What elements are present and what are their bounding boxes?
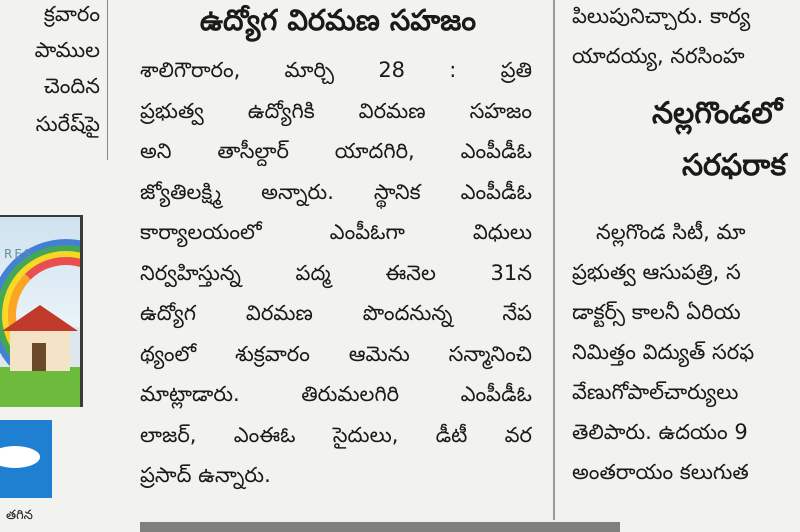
ad-grass (0, 367, 80, 407)
article-line: మాట్లాడారు. తిరుమలగిరి ఎంపీడీఓ (140, 382, 532, 406)
article-line: ఉద్యోగ విరమణ పొందనున్న నేప (140, 301, 532, 325)
right-text-line: నిమిత్తం విద్యుత్ సరఫ (572, 340, 755, 364)
article-body (140, 50, 532, 496)
article-headline: ఉద్యోగ విరమణ సహజం (199, 3, 477, 37)
article-line: లాజర్, ఎంఈఓ సైదులు, డీటీ వర (140, 422, 532, 447)
column-divider (107, 0, 108, 160)
article-line: థ్యంలో శుక్రవారం ఆమెను సన్మానించి (140, 341, 532, 366)
article-line: జ్యోతిలక్ష్మి అన్నారు. స్థానిక ఎంపీడీఓ (140, 179, 532, 204)
next-headline-fragment (140, 522, 620, 532)
right-text-line: అంతరాయం కలుగుత (572, 460, 749, 484)
article-line: నిర్వహిస్తున్న పద్మ ఈనెల 31న (140, 260, 532, 285)
left-text-line: సురేష్‌పై (35, 112, 100, 136)
house-door-icon (32, 343, 46, 371)
article-line: ప్రసాద్ ఉన్నారు. (140, 463, 271, 487)
right-headline: నల్లగొండలో (652, 96, 783, 131)
right-text-line: తెలిపారు. ఉదయం 9 (572, 420, 748, 444)
house-roof-icon (2, 305, 78, 331)
ad-caption: తగిన (6, 508, 33, 523)
article-line: అని తాసీల్దార్ యాదగిరి, ఎంపీడీఓ (140, 139, 532, 163)
left-text-line: చెందిన (43, 74, 100, 98)
article-line: ప్రభుత్వ ఉద్యోగికి విరమణ సహజం (140, 98, 532, 123)
right-headline: సరఫరాక (682, 148, 787, 183)
left-text-line: క్రవారం (43, 2, 100, 26)
column-divider (553, 0, 555, 520)
advertisement-image (0, 215, 83, 407)
right-text-line: వేణుగోపాల్‌చార్యులు (572, 380, 739, 404)
left-text-line: పాముల (34, 38, 100, 62)
right-text-line: పిలుపునిచ్చారు. కార్య (572, 4, 751, 28)
article-line: కార్యాలయంలో ఎంపీఓగా విధులు (140, 220, 532, 244)
ad-text: RES (4, 247, 34, 261)
right-text-line: యాదయ్య, నరసింహ (572, 44, 745, 68)
right-text-line: ప్రభుత్వ ఆసుపత్రి, స (572, 260, 741, 284)
right-text-line: నల్లగొండ సిటీ, మా (596, 220, 746, 244)
right-text-line: డాక్టర్స్ కాలనీ ఏరియ (572, 300, 741, 324)
article-line: శాలిగౌరారం, మార్చి 28 : ప్రతి (140, 58, 532, 82)
